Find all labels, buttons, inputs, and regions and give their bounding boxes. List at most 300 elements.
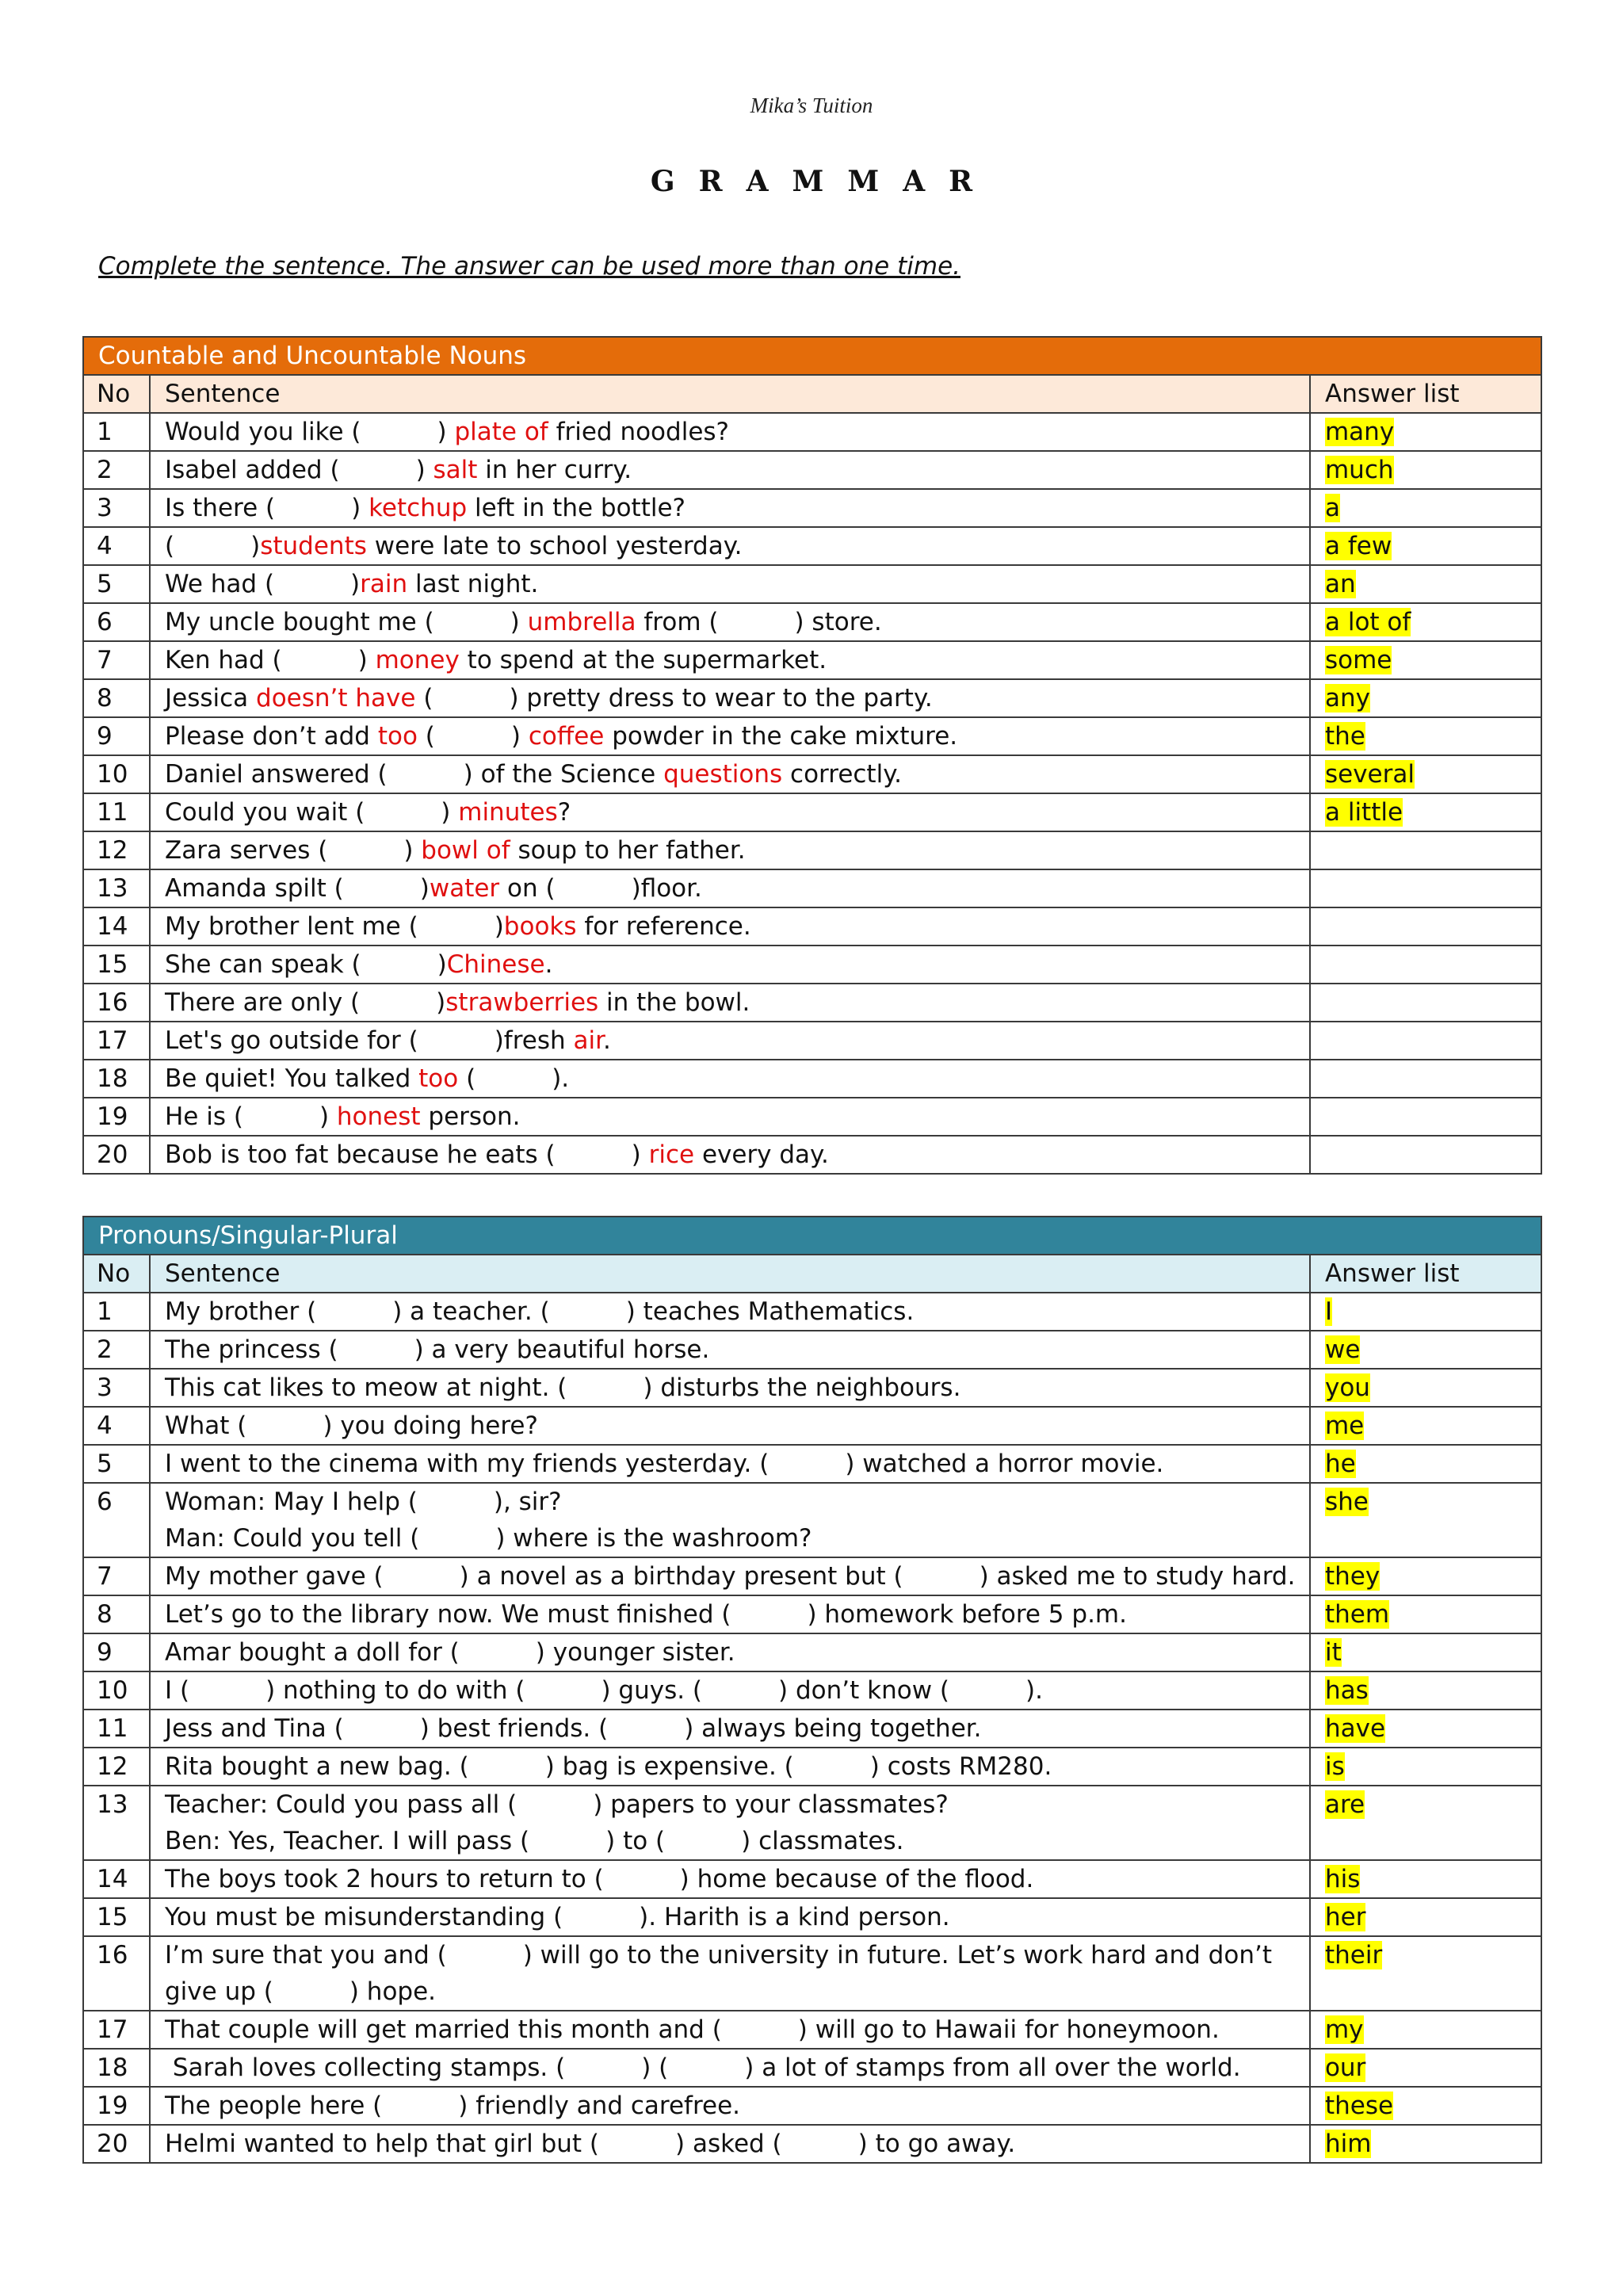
answer-cell <box>1310 1936 1541 2011</box>
table-row <box>83 793 1541 831</box>
sentence-text: person. <box>420 1102 521 1131</box>
sentence-cell <box>150 1860 1310 1898</box>
answer-cell <box>1310 2011 1541 2049</box>
sentence-text: ) costs RM280. <box>869 1752 1052 1781</box>
answer-cell <box>1310 1786 1541 1860</box>
sentence-cell <box>150 793 1310 831</box>
answer-cell <box>1310 1710 1541 1748</box>
sentence-text: Man: Could you tell ( <box>165 1524 420 1553</box>
table-row <box>83 679 1541 717</box>
answer-option: my <box>1324 2015 1364 2044</box>
answer-option: their <box>1324 1941 1383 1969</box>
table-row <box>83 907 1541 946</box>
sentence-text: ) classmates. <box>741 1827 904 1855</box>
sentence-text: were late to school yesterday. <box>366 532 743 560</box>
page-title: GRAMMAR <box>650 165 997 198</box>
keyword-text: water <box>429 874 500 903</box>
sentence-text: ) <box>350 570 361 598</box>
keyword-text: rice <box>648 1140 695 1169</box>
row-number: 8 <box>83 679 150 717</box>
answer-cell <box>1310 1022 1541 1060</box>
sentence-text: ) bag is expensive. ( <box>544 1752 794 1781</box>
sentence-cell <box>150 1786 1310 1860</box>
row-number: 14 <box>83 907 150 946</box>
sentence-text: ) <box>250 532 261 560</box>
sentence-cell <box>150 1407 1310 1445</box>
table-row <box>83 1483 1541 1557</box>
sentence-text: ). Harith is a kind person. <box>639 1903 950 1931</box>
keyword-text: rain <box>360 570 408 598</box>
answer-option: we <box>1324 1335 1361 1364</box>
column-header-no: No <box>83 1255 150 1293</box>
table-row <box>83 451 1541 489</box>
answer-option: me <box>1324 1412 1365 1440</box>
sentence-text: ) <box>631 1140 649 1169</box>
answer-option: an <box>1324 570 1356 598</box>
sentence-cell <box>150 1595 1310 1633</box>
countable-nouns-table <box>82 336 1542 1175</box>
sentence-cell <box>150 603 1310 641</box>
sentence-text: Ken had ( <box>165 646 282 674</box>
answer-cell <box>1310 946 1541 984</box>
sentence-text: You must be misunderstanding ( <box>165 1903 563 1931</box>
sentence-text: ( <box>417 722 435 751</box>
sentence-text: )floor. <box>631 874 702 903</box>
sentence-text: Let's go outside for ( <box>165 1026 418 1055</box>
section-title-row <box>83 337 1541 375</box>
sentence-cell <box>150 717 1310 755</box>
sentence-text: ) a lot of stamps from all over the world. <box>744 2053 1241 2082</box>
answer-cell <box>1310 413 1541 451</box>
row-number: 9 <box>83 1633 150 1671</box>
sentence-text: ) a novel as a birthday present but ( <box>459 1562 903 1591</box>
answer-option: her <box>1324 1903 1366 1931</box>
row-number: 9 <box>83 717 150 755</box>
table-row <box>83 1293 1541 1331</box>
answer-option: the <box>1324 722 1365 751</box>
row-number: 5 <box>83 565 150 603</box>
sentence-text: Ben: Yes, Teacher. I will pass ( <box>165 1827 530 1855</box>
row-number: 19 <box>83 1098 150 1136</box>
sentence-text: This cat likes to meow at night. ( <box>165 1373 567 1402</box>
sentence-text: powder in the cake mixture. <box>604 722 958 751</box>
answer-cell <box>1310 1898 1541 1936</box>
answer-option: it <box>1324 1638 1342 1667</box>
sentence-cell <box>150 1445 1310 1483</box>
sentence-text: My uncle bought me ( <box>165 608 434 636</box>
answer-option: are <box>1324 1790 1365 1819</box>
row-number: 19 <box>83 2087 150 2125</box>
sentence-cell <box>150 869 1310 907</box>
sentence-text: Daniel answered ( <box>165 760 388 789</box>
sentence-text: ) always being together. <box>684 1714 982 1743</box>
keyword-text: students <box>260 532 367 560</box>
sentence-text: We had ( <box>165 570 275 598</box>
sentence-text: Helmi wanted to help that girl but ( <box>165 2130 599 2158</box>
row-number: 12 <box>83 1748 150 1786</box>
sentence-text: ) asked me to study hard. <box>979 1562 1296 1591</box>
table-row <box>83 1557 1541 1595</box>
row-number: 16 <box>83 984 150 1022</box>
keyword-text: honest <box>336 1102 421 1131</box>
sentence-text: Jessica <box>165 684 257 712</box>
answer-cell <box>1310 489 1541 527</box>
answer-option: they <box>1324 1562 1381 1591</box>
table-row <box>83 1060 1541 1098</box>
table-row <box>83 2049 1541 2087</box>
table-row <box>83 1786 1541 1860</box>
table-row <box>83 1633 1541 1671</box>
sentence-text: My brother lent me ( <box>165 912 418 941</box>
sentence-cell <box>150 565 1310 603</box>
answer-cell <box>1310 755 1541 793</box>
pronouns-table <box>82 1216 1542 2164</box>
row-number: 4 <box>83 527 150 565</box>
sentence-cell <box>150 2125 1310 2163</box>
row-number: 17 <box>83 1022 150 1060</box>
sentence-text: ) <box>437 418 455 446</box>
sentence-text: ). <box>552 1064 570 1093</box>
answer-option: a little <box>1324 798 1403 827</box>
table-row <box>83 2125 1541 2163</box>
answer-cell <box>1310 1595 1541 1633</box>
sentence-text: ) younger sister. <box>535 1638 735 1667</box>
answer-option: he <box>1324 1450 1356 1478</box>
sentence-text: give up ( <box>165 1977 273 2006</box>
keyword-text: umbrella <box>527 608 636 636</box>
row-number: 4 <box>83 1407 150 1445</box>
table-row <box>83 1860 1541 1898</box>
answer-option: have <box>1324 1714 1386 1743</box>
row-number: 14 <box>83 1860 150 1898</box>
sentence-text: from ( <box>636 608 719 636</box>
sentence-text: . <box>603 1026 611 1055</box>
sentence-text: ) <box>357 646 376 674</box>
answer-option: these <box>1324 2092 1394 2120</box>
table-row <box>83 489 1541 527</box>
row-number: 3 <box>83 489 150 527</box>
pronouns-body <box>83 1217 1541 2163</box>
sentence-text: My mother gave ( <box>165 1562 384 1591</box>
sentence-text: ) <box>436 988 446 1017</box>
sentence-cell <box>150 413 1310 451</box>
row-number: 15 <box>83 946 150 984</box>
row-number: 20 <box>83 2125 150 2163</box>
sentence-cell <box>150 2049 1310 2087</box>
row-number: 3 <box>83 1369 150 1407</box>
sentence-cell <box>150 641 1310 679</box>
sentence-text: ) hope. <box>349 1977 437 2006</box>
answer-cell <box>1310 1557 1541 1595</box>
keyword-text: plate of <box>454 418 548 446</box>
table-row <box>83 1936 1541 2011</box>
sentence-cell <box>150 1936 1310 2011</box>
answer-cell <box>1310 793 1541 831</box>
keyword-text: too <box>418 1064 459 1093</box>
answer-cell <box>1310 1060 1541 1098</box>
answer-cell <box>1310 907 1541 946</box>
sentence-text: ) <box>415 456 433 484</box>
section-title: Pronouns/Singular-Plural <box>83 1217 1541 1255</box>
sentence-text: ) papers to your classmates? <box>593 1790 949 1819</box>
answer-cell <box>1310 679 1541 717</box>
row-number: 11 <box>83 1710 150 1748</box>
sentence-text: Rita bought a new bag. ( <box>165 1752 469 1781</box>
answer-option: a lot of <box>1324 608 1411 636</box>
row-number: 5 <box>83 1445 150 1483</box>
sentence-text: left in the bottle? <box>467 494 686 522</box>
sentence-text: . <box>544 950 553 979</box>
keyword-text: books <box>503 912 577 941</box>
sentence-cell <box>150 451 1310 489</box>
answer-cell <box>1310 1671 1541 1710</box>
answer-cell <box>1310 2087 1541 2125</box>
column-header-answer: Answer list <box>1310 375 1541 413</box>
sentence-text: ) ( <box>641 2053 669 2082</box>
answer-option: a <box>1324 494 1340 522</box>
sentence-text: Bob is too fat because he eats ( <box>165 1140 556 1169</box>
table-row <box>83 2087 1541 2125</box>
table-row <box>83 1136 1541 1174</box>
answer-cell <box>1310 603 1541 641</box>
sentence-text: Is there ( <box>165 494 276 522</box>
sentence-cell <box>150 984 1310 1022</box>
keyword-text: salt <box>433 456 478 484</box>
sentence-cell <box>150 1633 1310 1671</box>
table-row <box>83 1022 1541 1060</box>
sentence-cell <box>150 1557 1310 1595</box>
answer-cell <box>1310 984 1541 1022</box>
keyword-text: Chinese <box>446 950 545 979</box>
sentence-text: ) nothing to do with ( <box>265 1676 525 1705</box>
table-row <box>83 946 1541 984</box>
section-title-row <box>83 1217 1541 1255</box>
row-number: 7 <box>83 1557 150 1595</box>
sentence-cell <box>150 946 1310 984</box>
answer-option: some <box>1324 646 1392 674</box>
table-row <box>83 1898 1541 1936</box>
answer-cell <box>1310 831 1541 869</box>
answer-option: any <box>1324 684 1370 712</box>
table-row <box>83 831 1541 869</box>
sentence-cell <box>150 831 1310 869</box>
sentence-text: ) to ( <box>605 1827 666 1855</box>
sentence-text: ) don’t know ( <box>778 1676 950 1705</box>
tutor-name: Mika’s Tuition <box>750 94 873 117</box>
row-number: 2 <box>83 451 150 489</box>
sentence-text: There are only ( <box>165 988 361 1017</box>
sentence-cell <box>150 1369 1310 1407</box>
answer-cell <box>1310 1860 1541 1898</box>
sentence-text: Let’s go to the library now. We must finished ( <box>165 1600 731 1629</box>
sentence-text: ) watched a horror movie. <box>845 1450 1164 1478</box>
column-header-no: No <box>83 375 150 413</box>
row-number: 13 <box>83 1786 150 1860</box>
table-row <box>83 413 1541 451</box>
sentence-text: ) you doing here? <box>323 1412 538 1440</box>
table-row <box>83 1595 1541 1633</box>
sentence-text: The people here ( <box>165 2092 383 2120</box>
answer-option: much <box>1324 456 1394 484</box>
table-row <box>83 1098 1541 1136</box>
sentence-text: ) asked ( <box>675 2130 782 2158</box>
row-number: 6 <box>83 1483 150 1557</box>
answer-cell <box>1310 1098 1541 1136</box>
sentence-cell <box>150 1293 1310 1331</box>
table-row <box>83 1710 1541 1748</box>
sentence-text: ) will go to the university in future. Let’s work hard and don’t <box>522 1941 1272 1969</box>
row-number: 17 <box>83 2011 150 2049</box>
sentence-cell <box>150 907 1310 946</box>
answer-option: has <box>1324 1676 1369 1705</box>
sentence-text: Zara serves ( <box>165 836 328 865</box>
sentence-text: every day. <box>694 1140 829 1169</box>
answer-cell <box>1310 451 1541 489</box>
sentence-text: soup to her father. <box>510 836 746 865</box>
sentence-text: ) <box>419 874 430 903</box>
answer-cell <box>1310 1445 1541 1483</box>
row-number: 8 <box>83 1595 150 1633</box>
sentence-text: ) a teacher. ( <box>392 1297 550 1326</box>
sentence-text: Sarah loves collecting stamps. ( <box>165 2053 566 2082</box>
sentence-text: Woman: May I help ( <box>165 1488 418 1516</box>
table-row <box>83 869 1541 907</box>
sentence-text: ) <box>510 722 529 751</box>
sentence-text: I’m sure that you and ( <box>165 1941 447 1969</box>
row-number: 18 <box>83 2049 150 2087</box>
row-number: 13 <box>83 869 150 907</box>
sentence-text: in her curry. <box>477 456 632 484</box>
answer-cell <box>1310 1331 1541 1369</box>
row-number: 1 <box>83 1293 150 1331</box>
sentence-text: Isabel added ( <box>165 456 340 484</box>
table-row <box>83 1748 1541 1786</box>
sentence-text: fried noodles? <box>548 418 729 446</box>
sentence-text: Teacher: Could you pass all ( <box>165 1790 517 1819</box>
answer-option: his <box>1324 1865 1361 1893</box>
sentence-cell <box>150 1710 1310 1748</box>
section-title: Countable and Uncountable Nouns <box>83 337 1541 375</box>
keyword-text: strawberries <box>445 988 599 1017</box>
answer-cell <box>1310 527 1541 565</box>
keyword-text: minutes <box>458 798 558 827</box>
sentence-text: correctly. <box>782 760 902 789</box>
column-header-sentence: Sentence <box>150 375 1310 413</box>
sentence-text: ), sir? <box>493 1488 562 1516</box>
column-header-row <box>83 1255 1541 1293</box>
sentence-text: ) best friends. ( <box>419 1714 609 1743</box>
sentence-text: to spend at the supermarket. <box>459 646 827 674</box>
row-number: 1 <box>83 413 150 451</box>
sentence-text: The boys took 2 hours to return to ( <box>165 1865 604 1893</box>
table-row <box>83 1369 1541 1407</box>
row-number: 6 <box>83 603 150 641</box>
keyword-text: air <box>573 1026 603 1055</box>
sentence-cell <box>150 527 1310 565</box>
sentence-text: ( <box>415 684 433 712</box>
row-number: 15 <box>83 1898 150 1936</box>
row-number: 10 <box>83 755 150 793</box>
answer-cell <box>1310 1293 1541 1331</box>
instruction-text: Complete the sentence. The answer can be used more than one time. <box>98 252 960 281</box>
sentence-text: My brother ( <box>165 1297 317 1326</box>
answer-cell <box>1310 1369 1541 1407</box>
answer-cell <box>1310 1748 1541 1786</box>
keyword-text: money <box>375 646 460 674</box>
answer-option: you <box>1324 1373 1370 1402</box>
sentence-text: I ( <box>165 1676 190 1705</box>
sentence-text: ). <box>1025 1676 1043 1705</box>
sentence-text: What ( <box>165 1412 247 1440</box>
sentence-text: ) home because of the flood. <box>679 1865 1034 1893</box>
sentence-text: ) <box>403 836 422 865</box>
sentence-cell <box>150 1060 1310 1098</box>
sentence-text: for reference. <box>576 912 751 941</box>
answer-cell <box>1310 565 1541 603</box>
answer-cell <box>1310 2049 1541 2087</box>
keyword-text: doesn’t have <box>256 684 416 712</box>
countable-nouns-body <box>83 337 1541 1174</box>
sentence-text: ) of the Science <box>463 760 664 789</box>
sentence-text: ) disturbs the neighbours. <box>643 1373 961 1402</box>
keyword-text: ketchup <box>369 494 468 522</box>
sentence-text: ) homework before 5 p.m. <box>807 1600 1127 1629</box>
sentence-text: ) will go to Hawaii for honeymoon. <box>797 2015 1220 2044</box>
sentence-text: ) <box>441 798 459 827</box>
sentence-cell <box>150 1331 1310 1369</box>
table-row <box>83 641 1541 679</box>
sentence-cell <box>150 1748 1310 1786</box>
row-number: 11 <box>83 793 150 831</box>
table-row <box>83 717 1541 755</box>
keyword-text: too <box>377 722 418 751</box>
row-number: 2 <box>83 1331 150 1369</box>
sentence-cell <box>150 755 1310 793</box>
answer-option: I <box>1324 1297 1333 1326</box>
sentence-text: The princess ( <box>165 1335 338 1364</box>
keyword-text: bowl of <box>421 836 510 865</box>
sentence-text: ) pretty dress to wear to the party. <box>509 684 933 712</box>
sentence-text: That couple will get married this month and ( <box>165 2015 722 2044</box>
sentence-text: ) where is the washroom? <box>495 1524 812 1553</box>
answer-cell <box>1310 641 1541 679</box>
answer-cell <box>1310 717 1541 755</box>
sentence-text: ? <box>557 798 571 827</box>
answer-cell <box>1310 1633 1541 1671</box>
sentence-text: ) <box>319 1102 337 1131</box>
row-number: 20 <box>83 1136 150 1174</box>
column-header-sentence: Sentence <box>150 1255 1310 1293</box>
answer-option: she <box>1324 1488 1369 1516</box>
sentence-cell <box>150 1136 1310 1174</box>
sentence-text: Amar bought a doll for ( <box>165 1638 460 1667</box>
sentence-text: Could you wait ( <box>165 798 365 827</box>
column-header-row <box>83 375 1541 413</box>
sentence-text: Be quiet! You talked <box>165 1064 419 1093</box>
answer-cell <box>1310 2125 1541 2163</box>
sentence-text: last night. <box>407 570 539 598</box>
sentence-cell <box>150 1671 1310 1710</box>
sentence-text: Would you like ( <box>165 418 361 446</box>
answer-option: a few <box>1324 532 1392 560</box>
answer-option: them <box>1324 1600 1390 1629</box>
sentence-cell <box>150 1098 1310 1136</box>
answer-cell <box>1310 869 1541 907</box>
answer-cell <box>1310 1407 1541 1445</box>
sentence-text: Please don’t add <box>165 722 378 751</box>
row-number: 18 <box>83 1060 150 1098</box>
answer-cell <box>1310 1483 1541 1557</box>
